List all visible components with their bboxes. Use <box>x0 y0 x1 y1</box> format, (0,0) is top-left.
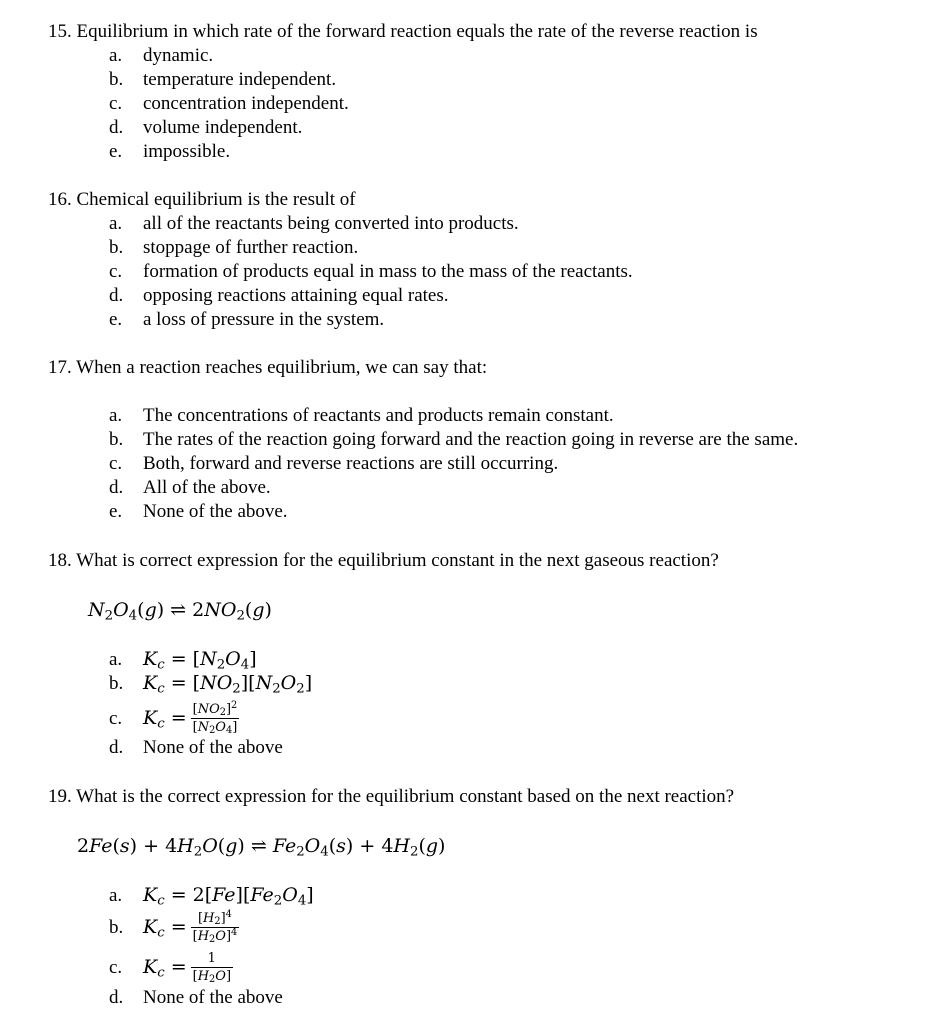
option-letter: a. <box>109 45 123 66</box>
option-letter: c. <box>109 707 123 729</box>
option-math: $K_c = [NO_2][N_2O_2]$ <box>143 672 313 697</box>
question-17 <box>48 356 487 380</box>
question-15-option-d <box>109 116 302 140</box>
question-19-option-d <box>109 986 283 1010</box>
question-18-option-c <box>109 702 239 735</box>
question-17-number: 17. <box>48 357 72 378</box>
question-19-option-a <box>109 883 314 908</box>
option-letter: a. <box>109 213 123 234</box>
question-18-option-d <box>109 736 283 760</box>
option-letter: d. <box>109 285 124 306</box>
option-letter: b. <box>109 673 124 694</box>
option-text: stoppage of further reaction. <box>143 237 359 258</box>
option-letter: a. <box>109 649 123 670</box>
option-text: None of the above. <box>143 501 288 522</box>
option-text: all of the reactants being converted into products. <box>143 213 519 234</box>
question-16-option-a <box>109 212 519 236</box>
question-15-option-b <box>109 68 336 92</box>
question-19-reaction: $2Fe(s) + 4H_2O(g)$ ⇌ $Fe_2O_4(s) + 4H_2(g)$ <box>77 835 446 860</box>
option-letter: e. <box>109 309 123 330</box>
question-15 <box>48 20 758 44</box>
option-text: temperature independent. <box>143 69 337 90</box>
option-text: opposing reactions attaining equal rates. <box>143 285 449 306</box>
option-text: volume independent. <box>143 117 303 138</box>
option-text: Both, forward and reverse reactions are still occurring. <box>143 453 559 474</box>
option-letter: b. <box>109 69 124 90</box>
option-letter: b. <box>109 237 124 258</box>
question-19-option-c <box>109 951 233 984</box>
question-15-text: Equilibrium in which rate of the forward reaction equals the rate of the reverse reaction is <box>76 21 758 42</box>
question-15-option-a <box>109 44 213 68</box>
option-text: formation of products equal in mass to the mass of the reactants. <box>143 261 633 282</box>
option-math: $K_c = [N_2O_4]$ <box>143 648 257 673</box>
option-math: $K_c$ = $\frac{1}{[H_2O]}$ <box>143 951 232 985</box>
fraction: $\frac{[NO_2]^2}{[N_2O_4]}$ <box>192 700 238 736</box>
question-15-option-e <box>109 140 230 164</box>
option-math: $K_c = 2[Fe][Fe_2O_4]$ <box>143 884 314 909</box>
question-18 <box>48 549 719 573</box>
option-letter: d. <box>109 737 124 758</box>
question-16-number: 16. <box>48 189 72 210</box>
question-17-text: When a reaction reaches equilibrium, we can say that: <box>76 357 488 378</box>
question-16-option-b <box>109 236 358 260</box>
option-letter: b. <box>109 916 124 938</box>
option-letter: c. <box>109 261 123 282</box>
option-letter: c. <box>109 93 123 114</box>
question-17-option-d <box>109 476 271 500</box>
question-17-option-e <box>109 500 288 524</box>
option-letter: c. <box>109 956 123 978</box>
option-text: dynamic. <box>143 45 214 66</box>
option-letter: d. <box>109 477 124 498</box>
question-16 <box>48 188 356 212</box>
question-16-text: Chemical equilibrium is the result of <box>76 189 356 210</box>
question-16-option-d <box>109 284 449 308</box>
option-letter: d. <box>109 987 124 1008</box>
question-19 <box>48 785 734 809</box>
option-letter: e. <box>109 141 123 162</box>
option-text: The concentrations of reactants and products remain constant. <box>143 405 614 426</box>
option-letter: e. <box>109 501 123 522</box>
question-18-number: 18. <box>48 550 72 571</box>
fraction: $\frac{1}{[H_2O]}$ <box>192 951 232 985</box>
question-19-option-b <box>109 911 239 944</box>
option-text: All of the above. <box>143 477 271 498</box>
question-16-option-e <box>109 308 384 332</box>
question-17-option-a <box>109 404 614 428</box>
question-18-reaction: $N_2O_4(g)$ ⇌ $2NO_2(g)$ <box>88 599 272 624</box>
option-text: concentration independent. <box>143 93 349 114</box>
question-17-option-b <box>109 428 798 452</box>
question-16-option-c <box>109 260 633 284</box>
question-18-option-b <box>109 671 312 696</box>
question-17-option-c <box>109 452 558 476</box>
question-19-number: 19. <box>48 786 72 807</box>
option-letter: a. <box>109 885 123 906</box>
question-15-number: 15. <box>48 21 72 42</box>
option-math: $K_c$ = $\frac{[H_2]^4}{[H_2O]^4}$ <box>143 909 238 945</box>
question-15-option-c <box>109 92 349 116</box>
option-math: $K_c$ = $\frac{[NO_2]^2}{[N_2O_4]}$ <box>143 700 238 736</box>
fraction: $\frac{[H_2]^4}{[H_2O]^4}$ <box>192 909 238 945</box>
option-text: impossible. <box>143 141 231 162</box>
option-letter: c. <box>109 453 123 474</box>
option-letter: a. <box>109 405 123 426</box>
question-19-text: What is the correct expression for the equilibrium constant based on the next reaction? <box>76 786 735 807</box>
question-18-text: What is correct expression for the equilibrium constant in the next gaseous reaction? <box>76 550 719 571</box>
option-letter: b. <box>109 429 124 450</box>
question-18-option-a <box>109 647 257 672</box>
option-text: The rates of the reaction going forward and the reaction going in reverse are the same. <box>143 429 799 450</box>
option-text: a loss of pressure in the system. <box>143 309 385 330</box>
option-text: None of the above <box>143 737 283 758</box>
option-text: None of the above <box>143 987 283 1008</box>
option-letter: d. <box>109 117 124 138</box>
